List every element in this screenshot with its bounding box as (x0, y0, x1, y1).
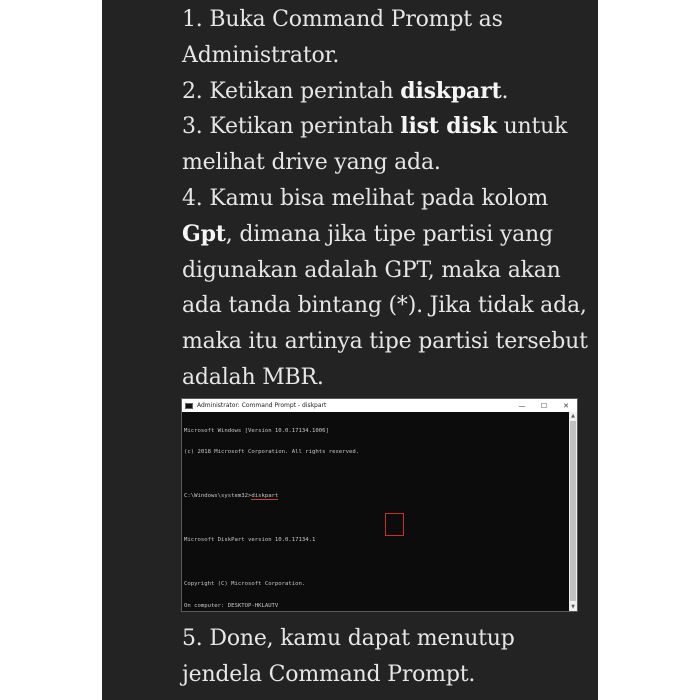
article-panel (102, 0, 598, 700)
cmd-line (184, 559, 568, 566)
step-2 (182, 74, 592, 110)
minimize-icon: — (518, 401, 526, 410)
cmd-output (184, 413, 568, 611)
step-4-line-1: 4. Kamu bisa melihat pada kolom (182, 185, 549, 211)
cmd-prompt: C:\Windows\system32> (184, 493, 252, 500)
step-1-line-1: 1. Buka Command Prompt as (182, 7, 503, 32)
cmd-window-title: Administrator: Command Prompt - diskpart (197, 402, 327, 409)
step-4-line-4: ada tanda bintang (*). Jika tidak ada, (182, 293, 587, 319)
cmd-line: (c) 2018 Microsoft Corporation. All rights reserved. (184, 449, 360, 456)
scroll-down-icon: ▼ (571, 604, 575, 610)
command-prompt-screenshot (181, 398, 578, 612)
step-2-suffix: . (501, 78, 509, 104)
scroll-thumb (570, 421, 576, 601)
cmd-line: Microsoft Windows [Version 10.0.17134.1006] (184, 427, 329, 434)
cmd-line: Copyright (C) Microsoft Corporation. (184, 580, 306, 587)
close-icon: ✕ (563, 401, 569, 410)
step-5-line-1: 5. Done, kamu dapat menutup (182, 626, 515, 651)
step-4-line-2 (182, 217, 592, 253)
step-4-line-6: adalah MBR. (182, 364, 324, 390)
cmd-scrollbar (569, 412, 577, 611)
step-1-line-2: Administrator. (182, 42, 340, 68)
instructions-text (182, 2, 592, 396)
step-3-command: list disk (400, 113, 497, 140)
step-4-line-3: digunakan adalah GPT, maka akan (182, 257, 561, 283)
step-3-suffix: untuk (496, 114, 568, 140)
step-4-line-2-rest: , dimana jika tipe partisi yang (225, 221, 553, 247)
cmd-line: On computer: DESKTOP-HKLAUTV (184, 602, 279, 609)
step-4-gpt: Gpt (182, 220, 226, 247)
cmd-app-icon (185, 403, 193, 409)
gpt-column-highlight (385, 513, 404, 536)
step-4-line-5: maka itu artinya tipe partisi tersebut (182, 329, 588, 355)
final-step-text (182, 621, 592, 693)
step-2-prefix: 2. Ketikan perintah (182, 78, 401, 104)
cmd-titlebar (182, 399, 577, 412)
cmd-line (184, 515, 568, 522)
step-3-prefix: 3. Ketikan perintah (182, 114, 401, 140)
cmd-typed-diskpart: diskpart (251, 493, 279, 500)
scroll-up-icon: ▲ (571, 413, 575, 419)
step-5-line-2: jendela Command Prompt. (182, 661, 476, 687)
step-2-command: diskpart (400, 77, 502, 104)
cmd-line: Microsoft DiskPart version 10.0.17134.1 (184, 537, 316, 544)
step-3-line-1 (182, 109, 592, 145)
step-3-line-2: melihat drive yang ada. (182, 150, 441, 176)
cmd-line (184, 471, 568, 478)
cmd-line-diskpart (184, 493, 568, 500)
maximize-icon: ☐ (540, 401, 548, 410)
